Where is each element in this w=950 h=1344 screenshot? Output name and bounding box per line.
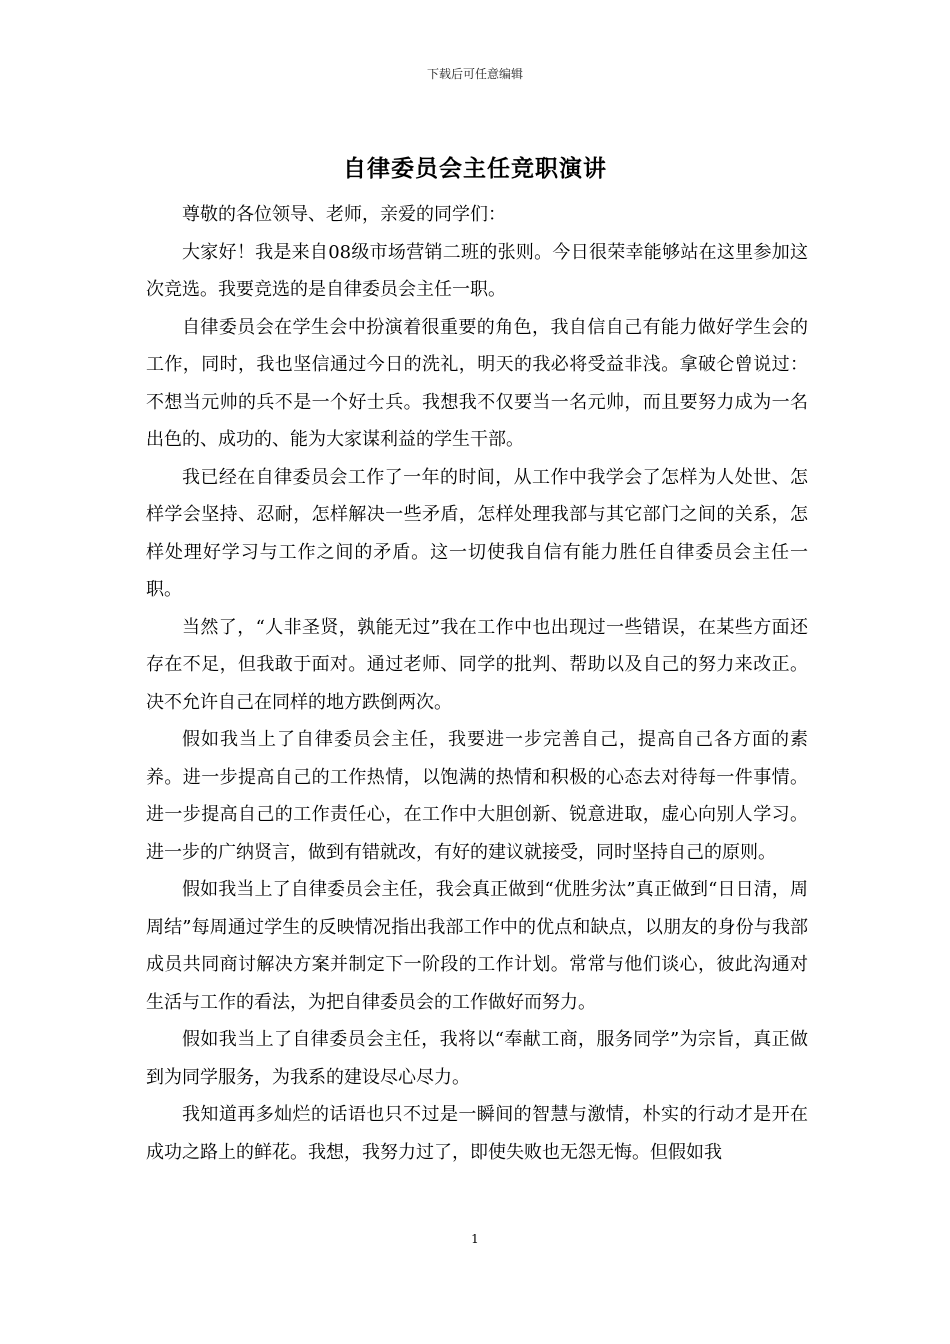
paragraph-closing: 我知道再多灿烂的话语也只不过是一瞬间的智慧与激情，朴实的行动才是开在成功之路上的鲜花。我想，我努力过了，即使失败也无怨无悔。但假如我	[146, 1104, 808, 1163]
document-body	[146, 196, 808, 1171]
document-title: 自律委员会主任竞职演讲	[343, 155, 607, 182]
paragraph-service-principle: 假如我当上了自律委员会主任，我将以“奉献工商，服务同学”为宗旨，真正做到为同学服务，为我系的建设尽心尽力。	[146, 1029, 808, 1088]
paragraph-role-importance: 自律委员会在学生会中扮演着很重要的角色，我自信自己有能力做好学生会的工作，同时，我也坚信通过今日的洗礼，明天的我必将受益非浅。拿破仑曾说过：不想当元帅的兵不是一个好士兵。我想我不仅要当一名元帅，而且要努力成为一名出色的、成功的、能为大家谋利益的学生干部。	[146, 316, 808, 450]
paragraph-shortcomings: 当然了，“人非圣贤，孰能无过”我在工作中也出现过一些错误，在某些方面还存在不足，但我敢于面对。通过老师、同学的批判、帮助以及自己的努力来改正。决不允许自己在同样的地方跌倒两次。	[146, 616, 808, 713]
paragraph-salutation: 尊敬的各位领导、老师，亲爱的同学们：	[182, 204, 506, 225]
paragraph-introduction: 大家好！我是来自08级市场营销二班的张则。今日很荣幸能够站在这里参加这次竞选。我要竞选的是自律委员会主任一职。	[146, 241, 808, 300]
page-header-note: 下载后可任意编辑	[426, 67, 523, 81]
paragraph-work-plan: 假如我当上了自律委员会主任，我会真正做到“优胜劣汰”真正做到“日日清，周周结”每周通过学生的反映情况指出我部工作中的优点和缺点，以朋友的身份与我部成员共同商讨解决方案并制定下一阶段的工作计划。常常与他们谈心，彼此沟通对生活与工作的看法，为把自律委员会的工作做好而努力。	[146, 879, 808, 1013]
paragraph-self-improvement: 假如我当上了自律委员会主任，我要进一步完善自己，提高自己各方面的素养。进一步提高自己的工作热情，以饱满的热情和积极的心态去对待每一件事情。进一步提高自己的工作责任心，在工作中大胆创新、锐意进取，虚心向别人学习。进一步的广纳贤言，做到有错就改，有好的建议就接受，同时坚持自己的原则。	[146, 729, 808, 863]
page-number: 1	[471, 1232, 479, 1246]
paragraph-experience: 我已经在自律委员会工作了一年的时间，从工作中我学会了怎样为人处世、怎样学会坚持、忍耐，怎样解决一些矛盾，怎样处理我部与其它部门之间的关系，怎样处理好学习与工作之间的矛盾。这一切使我自信有能力胜任自律委员会主任一职。	[146, 466, 808, 600]
